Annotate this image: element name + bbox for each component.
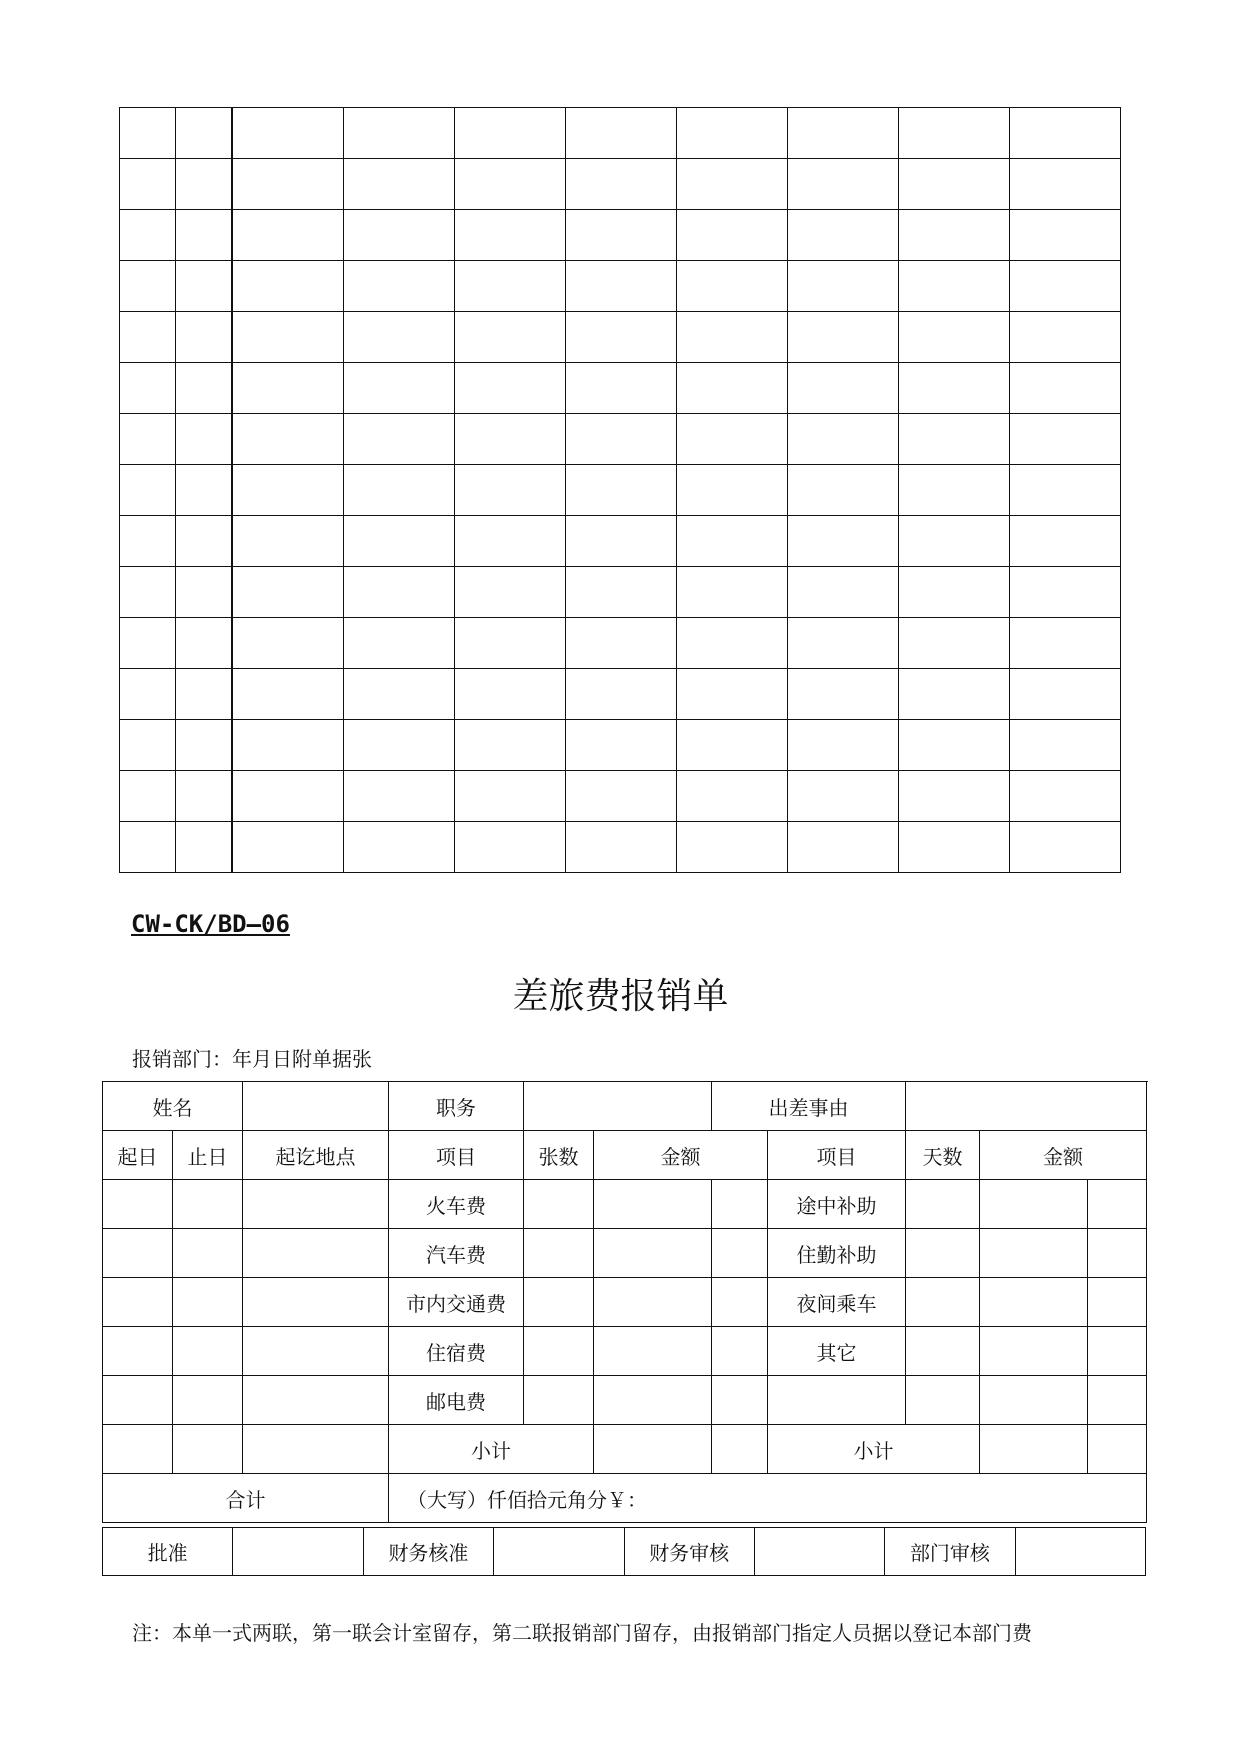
allowance-item-header: 项目 <box>768 1131 906 1180</box>
start-day-cell[interactable] <box>103 1278 173 1327</box>
grid-cell[interactable] <box>566 822 677 873</box>
grid-cell[interactable] <box>899 822 1010 873</box>
grid-cell[interactable] <box>176 159 233 210</box>
grid-cell[interactable] <box>566 720 677 771</box>
amount-jiao-cell[interactable] <box>712 1180 768 1229</box>
grid-cell[interactable] <box>344 312 455 363</box>
grid-cell[interactable] <box>1010 618 1121 669</box>
grid-row <box>120 261 1121 312</box>
grid-cell[interactable] <box>1010 312 1121 363</box>
end-day-cell[interactable] <box>173 1180 243 1229</box>
total-label: 合计 <box>103 1474 389 1523</box>
grid-cell[interactable] <box>455 465 566 516</box>
subtotal-amount-cell[interactable] <box>594 1425 712 1474</box>
grid-cell[interactable] <box>899 720 1010 771</box>
grid-cell[interactable] <box>176 261 233 312</box>
grid-cell[interactable] <box>120 210 176 261</box>
name-label: 姓名 <box>103 1082 243 1131</box>
start-day-cell[interactable] <box>103 1327 173 1376</box>
grid-cell[interactable] <box>677 720 788 771</box>
grid-cell[interactable] <box>176 822 233 873</box>
grid-cell[interactable] <box>176 567 233 618</box>
amount-yuan-cell[interactable] <box>594 1180 712 1229</box>
grid-cell[interactable] <box>1010 771 1121 822</box>
amount-jiao-cell[interactable] <box>712 1376 768 1425</box>
position-label: 职务 <box>389 1082 524 1131</box>
grid-cell[interactable] <box>1010 210 1121 261</box>
grid-cell[interactable] <box>899 567 1010 618</box>
days-cell[interactable] <box>906 1278 980 1327</box>
grid-cell[interactable] <box>232 261 344 312</box>
grid-cell[interactable] <box>899 210 1010 261</box>
approve-label: 批准 <box>103 1528 233 1576</box>
grid-cell[interactable] <box>899 108 1010 159</box>
approval-row <box>103 1528 1146 1576</box>
grid-cell[interactable] <box>232 822 344 873</box>
table-cell[interactable] <box>173 1425 243 1474</box>
grid-cell[interactable] <box>566 771 677 822</box>
grid-cell[interactable] <box>120 465 176 516</box>
blank-grid-table <box>119 107 1121 873</box>
grid-cell[interactable] <box>232 669 344 720</box>
table-cell[interactable] <box>243 1425 389 1474</box>
grid-cell[interactable] <box>232 159 344 210</box>
grid-cell[interactable] <box>1010 159 1121 210</box>
tickets-cell[interactable] <box>524 1180 594 1229</box>
grid-cell[interactable] <box>455 261 566 312</box>
allowance-item-label: 夜间乘车 <box>768 1278 906 1327</box>
grid-cell[interactable] <box>788 720 899 771</box>
grid-cell[interactable] <box>677 771 788 822</box>
grid-cell[interactable] <box>788 261 899 312</box>
grid-cell[interactable] <box>344 414 455 465</box>
grid-cell[interactable] <box>566 363 677 414</box>
days-cell[interactable] <box>906 1327 980 1376</box>
expense-form-table <box>102 1081 1147 1523</box>
expense-item-label: 住宿费 <box>389 1327 524 1376</box>
grid-cell[interactable] <box>1010 363 1121 414</box>
grid-cell[interactable] <box>176 465 233 516</box>
tickets-cell[interactable] <box>524 1278 594 1327</box>
grid-cell[interactable] <box>120 312 176 363</box>
allowance-item-label: 其它 <box>768 1327 906 1376</box>
grid-row <box>120 465 1121 516</box>
grid-cell[interactable] <box>566 567 677 618</box>
grid-cell[interactable] <box>899 516 1010 567</box>
end-day-cell[interactable] <box>173 1278 243 1327</box>
grid-cell[interactable] <box>120 822 176 873</box>
grid-row <box>120 108 1121 159</box>
grid-cell[interactable] <box>176 414 233 465</box>
grid-cell[interactable] <box>677 312 788 363</box>
grid-cell[interactable] <box>788 159 899 210</box>
grid-cell[interactable] <box>120 567 176 618</box>
item-header: 项目 <box>389 1131 524 1180</box>
grid-cell[interactable] <box>455 822 566 873</box>
allowance-jiao-cell[interactable] <box>1088 1327 1147 1376</box>
days-cell[interactable] <box>906 1180 980 1229</box>
grid-cell[interactable] <box>566 210 677 261</box>
total-amount-field[interactable]: （大写）仟佰拾元角分￥： <box>389 1474 1147 1523</box>
grid-cell[interactable] <box>344 618 455 669</box>
expense-item-label: 市内交通费 <box>389 1278 524 1327</box>
end-day-cell[interactable] <box>173 1376 243 1425</box>
grid-cell[interactable] <box>1010 822 1121 873</box>
grid-cell[interactable] <box>566 159 677 210</box>
grid-cell[interactable] <box>176 210 233 261</box>
grid-cell[interactable] <box>120 363 176 414</box>
expense-row <box>103 1180 1147 1229</box>
grid-cell[interactable] <box>677 822 788 873</box>
grid-cell[interactable] <box>232 312 344 363</box>
grid-cell[interactable] <box>232 363 344 414</box>
grid-cell[interactable] <box>899 669 1010 720</box>
form-code: CW-CK/BD—06 <box>131 910 290 938</box>
start-day-header: 起日 <box>103 1131 173 1180</box>
grid-row <box>120 618 1121 669</box>
expense-row <box>103 1229 1147 1278</box>
amount-jiao-cell[interactable] <box>712 1327 768 1376</box>
dept-review-field[interactable] <box>1015 1528 1145 1576</box>
grid-cell[interactable] <box>455 567 566 618</box>
grid-cell[interactable] <box>176 771 233 822</box>
grid-row <box>120 516 1121 567</box>
dept-review-label: 部门审核 <box>885 1528 1015 1576</box>
grid-cell[interactable] <box>120 516 176 567</box>
grid-row <box>120 414 1121 465</box>
expense-row <box>103 1376 1147 1425</box>
expense-item-label: 汽车费 <box>389 1229 524 1278</box>
grid-cell[interactable] <box>455 363 566 414</box>
grid-cell[interactable] <box>455 720 566 771</box>
expense-row <box>103 1278 1147 1327</box>
grid-cell[interactable] <box>566 261 677 312</box>
grid-cell[interactable] <box>344 363 455 414</box>
grid-row <box>120 669 1121 720</box>
grid-cell[interactable] <box>176 108 233 159</box>
grid-cell[interactable] <box>899 771 1010 822</box>
grid-cell[interactable] <box>120 771 176 822</box>
grid-cell[interactable] <box>120 618 176 669</box>
grid-cell[interactable] <box>788 465 899 516</box>
grid-cell[interactable] <box>176 618 233 669</box>
grid-cell[interactable] <box>120 720 176 771</box>
grid-row <box>120 210 1121 261</box>
grid-cell[interactable] <box>1010 669 1121 720</box>
grid-cell[interactable] <box>899 618 1010 669</box>
allowance-subtotal-cell[interactable] <box>1088 1425 1147 1474</box>
grid-cell[interactable] <box>176 312 233 363</box>
grid-cell[interactable] <box>232 210 344 261</box>
grid-cell[interactable] <box>232 771 344 822</box>
grid-cell[interactable] <box>344 516 455 567</box>
grid-cell[interactable] <box>677 567 788 618</box>
grid-cell[interactable] <box>232 465 344 516</box>
route-cell[interactable] <box>243 1327 389 1376</box>
grid-cell[interactable] <box>566 465 677 516</box>
allowance-jiao-cell[interactable] <box>1088 1376 1147 1425</box>
grid-cell[interactable] <box>788 108 899 159</box>
grid-cell[interactable] <box>455 669 566 720</box>
grid-row <box>120 720 1121 771</box>
route-cell[interactable] <box>243 1180 389 1229</box>
tickets-cell[interactable] <box>524 1327 594 1376</box>
grid-cell[interactable] <box>232 108 344 159</box>
grid-cell[interactable] <box>677 669 788 720</box>
allowance-jiao-cell[interactable] <box>1088 1180 1147 1229</box>
days-cell[interactable] <box>906 1229 980 1278</box>
amount-jiao-cell[interactable] <box>712 1229 768 1278</box>
allowance-subtotal-label: 小计 <box>768 1425 980 1474</box>
finance-approve-label: 财务核准 <box>363 1528 493 1576</box>
grid-cell[interactable] <box>788 312 899 363</box>
grid-cell[interactable] <box>1010 567 1121 618</box>
table-cell[interactable] <box>103 1425 173 1474</box>
grid-cell[interactable] <box>566 414 677 465</box>
grid-cell[interactable] <box>344 261 455 312</box>
grid-row <box>120 159 1121 210</box>
grid-cell[interactable] <box>120 261 176 312</box>
page-title: 差旅费报销单 <box>512 976 729 1017</box>
end-day-cell[interactable] <box>173 1327 243 1376</box>
grid-cell[interactable] <box>344 822 455 873</box>
grid-cell[interactable] <box>120 108 176 159</box>
grid-cell[interactable] <box>677 108 788 159</box>
grid-cell[interactable] <box>232 567 344 618</box>
grid-cell[interactable] <box>176 363 233 414</box>
grid-cell[interactable] <box>232 720 344 771</box>
subtotal-amount-cell[interactable] <box>712 1425 768 1474</box>
grid-cell[interactable] <box>788 567 899 618</box>
grid-cell[interactable] <box>176 720 233 771</box>
grid-cell[interactable] <box>176 669 233 720</box>
grid-cell[interactable] <box>176 516 233 567</box>
amount-jiao-cell[interactable] <box>712 1278 768 1327</box>
grid-cell[interactable] <box>566 516 677 567</box>
form-subheader: 报销部门：年月日附单据张 <box>132 1047 372 1071</box>
grid-cell[interactable] <box>1010 720 1121 771</box>
grid-cell[interactable] <box>899 414 1010 465</box>
allowance-yuan-cell[interactable] <box>980 1180 1088 1229</box>
position-field[interactable] <box>524 1082 712 1131</box>
grid-cell[interactable] <box>566 669 677 720</box>
amount-header: 金额 <box>594 1131 768 1180</box>
grid-cell[interactable] <box>455 159 566 210</box>
subtotal-label: 小计 <box>389 1425 594 1474</box>
grid-cell[interactable] <box>344 159 455 210</box>
grid-cell[interactable] <box>120 159 176 210</box>
grid-cell[interactable] <box>232 516 344 567</box>
allowance-jiao-cell[interactable] <box>1088 1278 1147 1327</box>
grid-cell[interactable] <box>344 720 455 771</box>
grid-cell[interactable] <box>455 312 566 363</box>
name-field[interactable] <box>243 1082 389 1131</box>
grid-cell[interactable] <box>788 516 899 567</box>
header-row <box>103 1082 1147 1131</box>
days-cell[interactable] <box>906 1376 980 1425</box>
grid-row <box>120 771 1121 822</box>
end-day-header: 止日 <box>173 1131 243 1180</box>
footnote: 注：本单一式两联，第一联会计室留存，第二联报销部门留存，由报销部门指定人员据以登记本部门费 <box>132 1621 1032 1645</box>
end-day-cell[interactable] <box>173 1229 243 1278</box>
grid-cell[interactable] <box>677 465 788 516</box>
allowance-item-label <box>768 1376 906 1425</box>
grid-row <box>120 822 1121 873</box>
amount-yuan-cell[interactable] <box>594 1327 712 1376</box>
grid-cell[interactable] <box>788 618 899 669</box>
subtotal-row <box>103 1425 1147 1474</box>
grid-cell[interactable] <box>344 108 455 159</box>
grid-cell[interactable] <box>677 414 788 465</box>
allowance-item-label: 住勤补助 <box>768 1229 906 1278</box>
finance-review-label: 财务审核 <box>624 1528 754 1576</box>
grid-row <box>120 567 1121 618</box>
grid-cell[interactable] <box>788 822 899 873</box>
reason-field[interactable] <box>906 1082 1147 1131</box>
grid-cell[interactable] <box>899 159 1010 210</box>
grid-cell[interactable] <box>1010 414 1121 465</box>
grid-cell[interactable] <box>455 771 566 822</box>
grid-cell[interactable] <box>344 771 455 822</box>
route-cell[interactable] <box>243 1278 389 1327</box>
finance-review-field[interactable] <box>754 1528 884 1576</box>
expense-item-label: 火车费 <box>389 1180 524 1229</box>
grid-cell[interactable] <box>344 567 455 618</box>
allowance-yuan-cell[interactable] <box>980 1278 1088 1327</box>
expense-row <box>103 1327 1147 1376</box>
tickets-header: 张数 <box>524 1131 594 1180</box>
allowance-yuan-cell[interactable] <box>980 1376 1088 1425</box>
grid-cell[interactable] <box>344 465 455 516</box>
total-row <box>103 1474 1147 1523</box>
grid-cell[interactable] <box>1010 108 1121 159</box>
days-header: 天数 <box>906 1131 980 1180</box>
grid-cell[interactable] <box>899 465 1010 516</box>
grid-cell[interactable] <box>788 414 899 465</box>
route-cell[interactable] <box>243 1376 389 1425</box>
grid-cell[interactable] <box>677 210 788 261</box>
amount-yuan-cell[interactable] <box>594 1376 712 1425</box>
grid-cell[interactable] <box>788 363 899 414</box>
route-cell[interactable] <box>243 1229 389 1278</box>
grid-cell[interactable] <box>120 669 176 720</box>
grid-cell[interactable] <box>1010 516 1121 567</box>
allowance-yuan-cell[interactable] <box>980 1327 1088 1376</box>
amount-yuan-cell[interactable] <box>594 1278 712 1327</box>
grid-cell[interactable] <box>899 363 1010 414</box>
grid-cell[interactable] <box>899 261 1010 312</box>
allowance-jiao-cell[interactable] <box>1088 1229 1147 1278</box>
approve-field[interactable] <box>233 1528 363 1576</box>
grid-cell[interactable] <box>677 618 788 669</box>
route-header: 起讫地点 <box>243 1131 389 1180</box>
grid-cell[interactable] <box>788 771 899 822</box>
allowance-item-label: 途中补助 <box>768 1180 906 1229</box>
grid-cell[interactable] <box>344 669 455 720</box>
grid-cell[interactable] <box>455 516 566 567</box>
grid-cell[interactable] <box>677 363 788 414</box>
tickets-cell[interactable] <box>524 1376 594 1425</box>
tickets-cell[interactable] <box>524 1229 594 1278</box>
grid-cell[interactable] <box>455 618 566 669</box>
grid-cell[interactable] <box>455 108 566 159</box>
start-day-cell[interactable] <box>103 1229 173 1278</box>
grid-cell[interactable] <box>677 159 788 210</box>
expense-item-label: 邮电费 <box>389 1376 524 1425</box>
start-day-cell[interactable] <box>103 1180 173 1229</box>
finance-approve-field[interactable] <box>494 1528 624 1576</box>
allowance-yuan-cell[interactable] <box>980 1229 1088 1278</box>
grid-row <box>120 363 1121 414</box>
grid-cell[interactable] <box>232 414 344 465</box>
grid-cell[interactable] <box>232 618 344 669</box>
grid-cell[interactable] <box>788 210 899 261</box>
reason-label: 出差事由 <box>712 1082 906 1131</box>
grid-cell[interactable] <box>899 312 1010 363</box>
allowance-subtotal-cell[interactable] <box>980 1425 1088 1474</box>
grid-cell[interactable] <box>566 108 677 159</box>
grid-cell[interactable] <box>1010 261 1121 312</box>
grid-cell[interactable] <box>566 618 677 669</box>
column-header-row <box>103 1131 1147 1180</box>
allowance-amount-header: 金额 <box>980 1131 1147 1180</box>
grid-cell[interactable] <box>1010 465 1121 516</box>
grid-cell[interactable] <box>677 516 788 567</box>
grid-row <box>120 312 1121 363</box>
grid-cell[interactable] <box>455 414 566 465</box>
start-day-cell[interactable] <box>103 1376 173 1425</box>
grid-cell[interactable] <box>566 312 677 363</box>
grid-cell[interactable] <box>120 414 176 465</box>
amount-yuan-cell[interactable] <box>594 1229 712 1278</box>
approval-table <box>102 1527 1146 1576</box>
grid-cell[interactable] <box>344 210 455 261</box>
grid-cell[interactable] <box>455 210 566 261</box>
grid-cell[interactable] <box>677 261 788 312</box>
grid-cell[interactable] <box>788 669 899 720</box>
